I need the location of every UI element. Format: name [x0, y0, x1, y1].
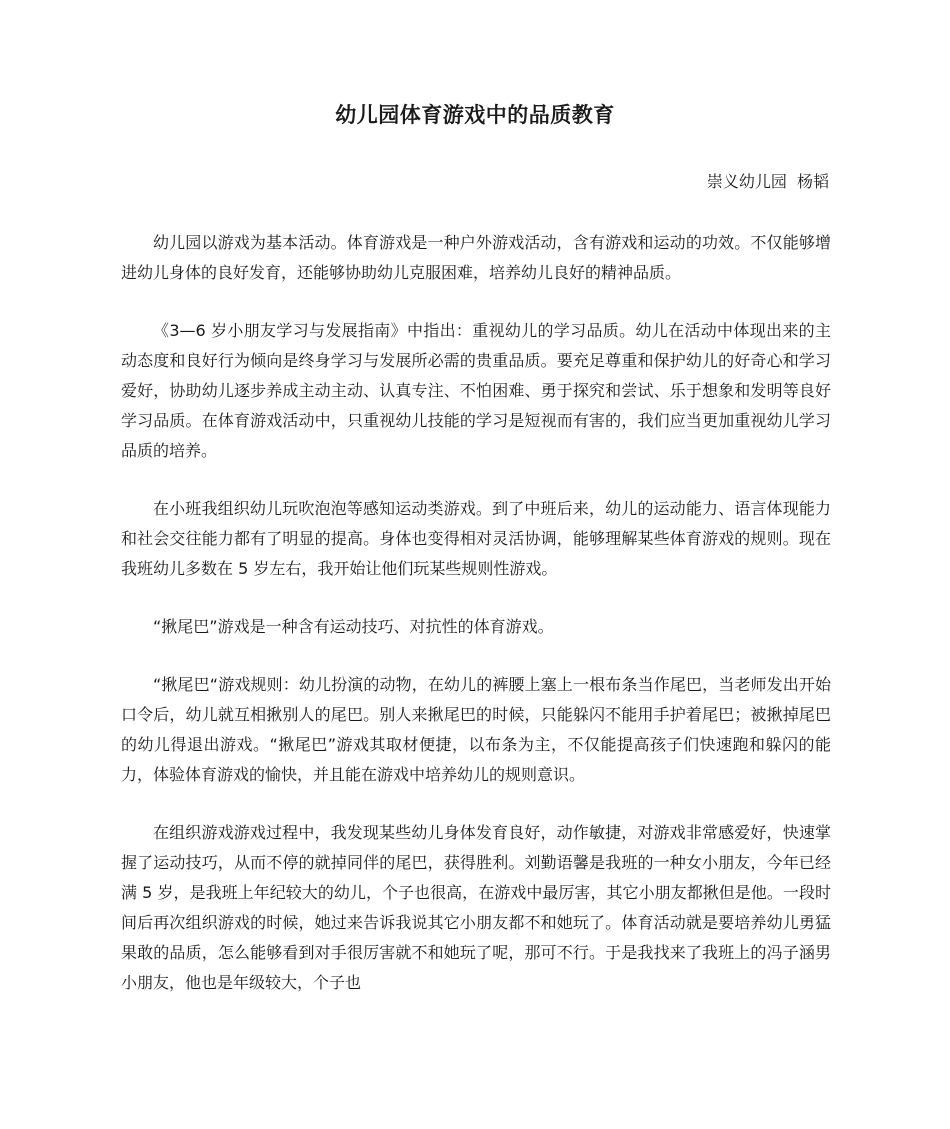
author-line: 崇义幼儿园 杨韬 [706, 172, 829, 191]
document-body [121, 228, 831, 1026]
paragraph: “揪尾巴”游戏是一种含有运动技巧、对抗性的体育游戏。 [153, 617, 554, 636]
paragraph: “揪尾巴“游戏规则：幼儿扮演的动物，在幼儿的裤腰上塞上一根布条当作尾巴，当老师发出开始口令后，幼儿就互相揪别人的尾巴。别人来揪尾巴的时候，只能躲闪不能用手护着尾巴；被揪掉尾巴的幼儿得退出游戏。“揪尾巴”游戏其取材便捷，以布条为主，不仅能提高孩子们快速跑和躲闪的能力，体验体育游戏的愉快，并且能在游戏中培养幼儿的规则意识。 [121, 675, 831, 784]
page-title: 幼儿园体育游戏中的品质教育 [335, 103, 615, 127]
paragraph: 幼儿园以游戏为基本活动。体育游戏是一种户外游戏活动，含有游戏和运动的功效。不仅能够增进幼儿身体的良好发育，还能够协助幼儿克服困难，培养幼儿良好的精神品质。 [121, 233, 831, 282]
paragraph: 《3—6 岁小朋友学习与发展指南》中指出：重视幼儿的学习品质。幼儿在活动中体现出来的主动态度和良好行为倾向是终身学习与发展所必需的贵重品质。要充足尊重和保护幼儿的好奇心和学习爱好，协助幼儿逐步养成主动主动、认真专注、不怕困难、勇于探究和尝试、乐于想象和发明等良好学习品质。在体育游戏活动中，只重视幼儿技能的学习是短视而有害的，我们应当更加重视幼儿学习品质的培养。 [121, 321, 831, 460]
paragraph: 在小班我组织幼儿玩吹泡泡等感知运动类游戏。到了中班后来，幼儿的运动能力、语言体现能力和社会交往能力都有了明显的提高。身体也变得相对灵活协调，能够理解某些体育游戏的规则。现在我班幼儿多数在 5 岁左右，我开始让他们玩某些规则性游戏。 [121, 499, 831, 578]
paragraph: 在组织游戏游戏过程中，我发现某些幼儿身体发育良好，动作敏捷，对游戏非常感爱好，快速掌握了运动技巧，从而不停的就掉同伴的尾巴，获得胜利。刘勤语馨是我班的一种女小朋友，今年已经满 5 岁，是我班上年纪较大的幼儿，个子也很高，在游戏中最厉害，其它小朋友都揪但是他。一段时间后再次组织游戏的时候，她过来告诉我说其它小朋友都不和她玩了。体育活动就是要培养幼儿勇猛果敢的品质，怎么能够看到对手很厉害就不和她玩了呢，那可不行。于是我找来了我班上的冯子涵男小朋友，他也是年级较大，个子也 [121, 823, 831, 992]
